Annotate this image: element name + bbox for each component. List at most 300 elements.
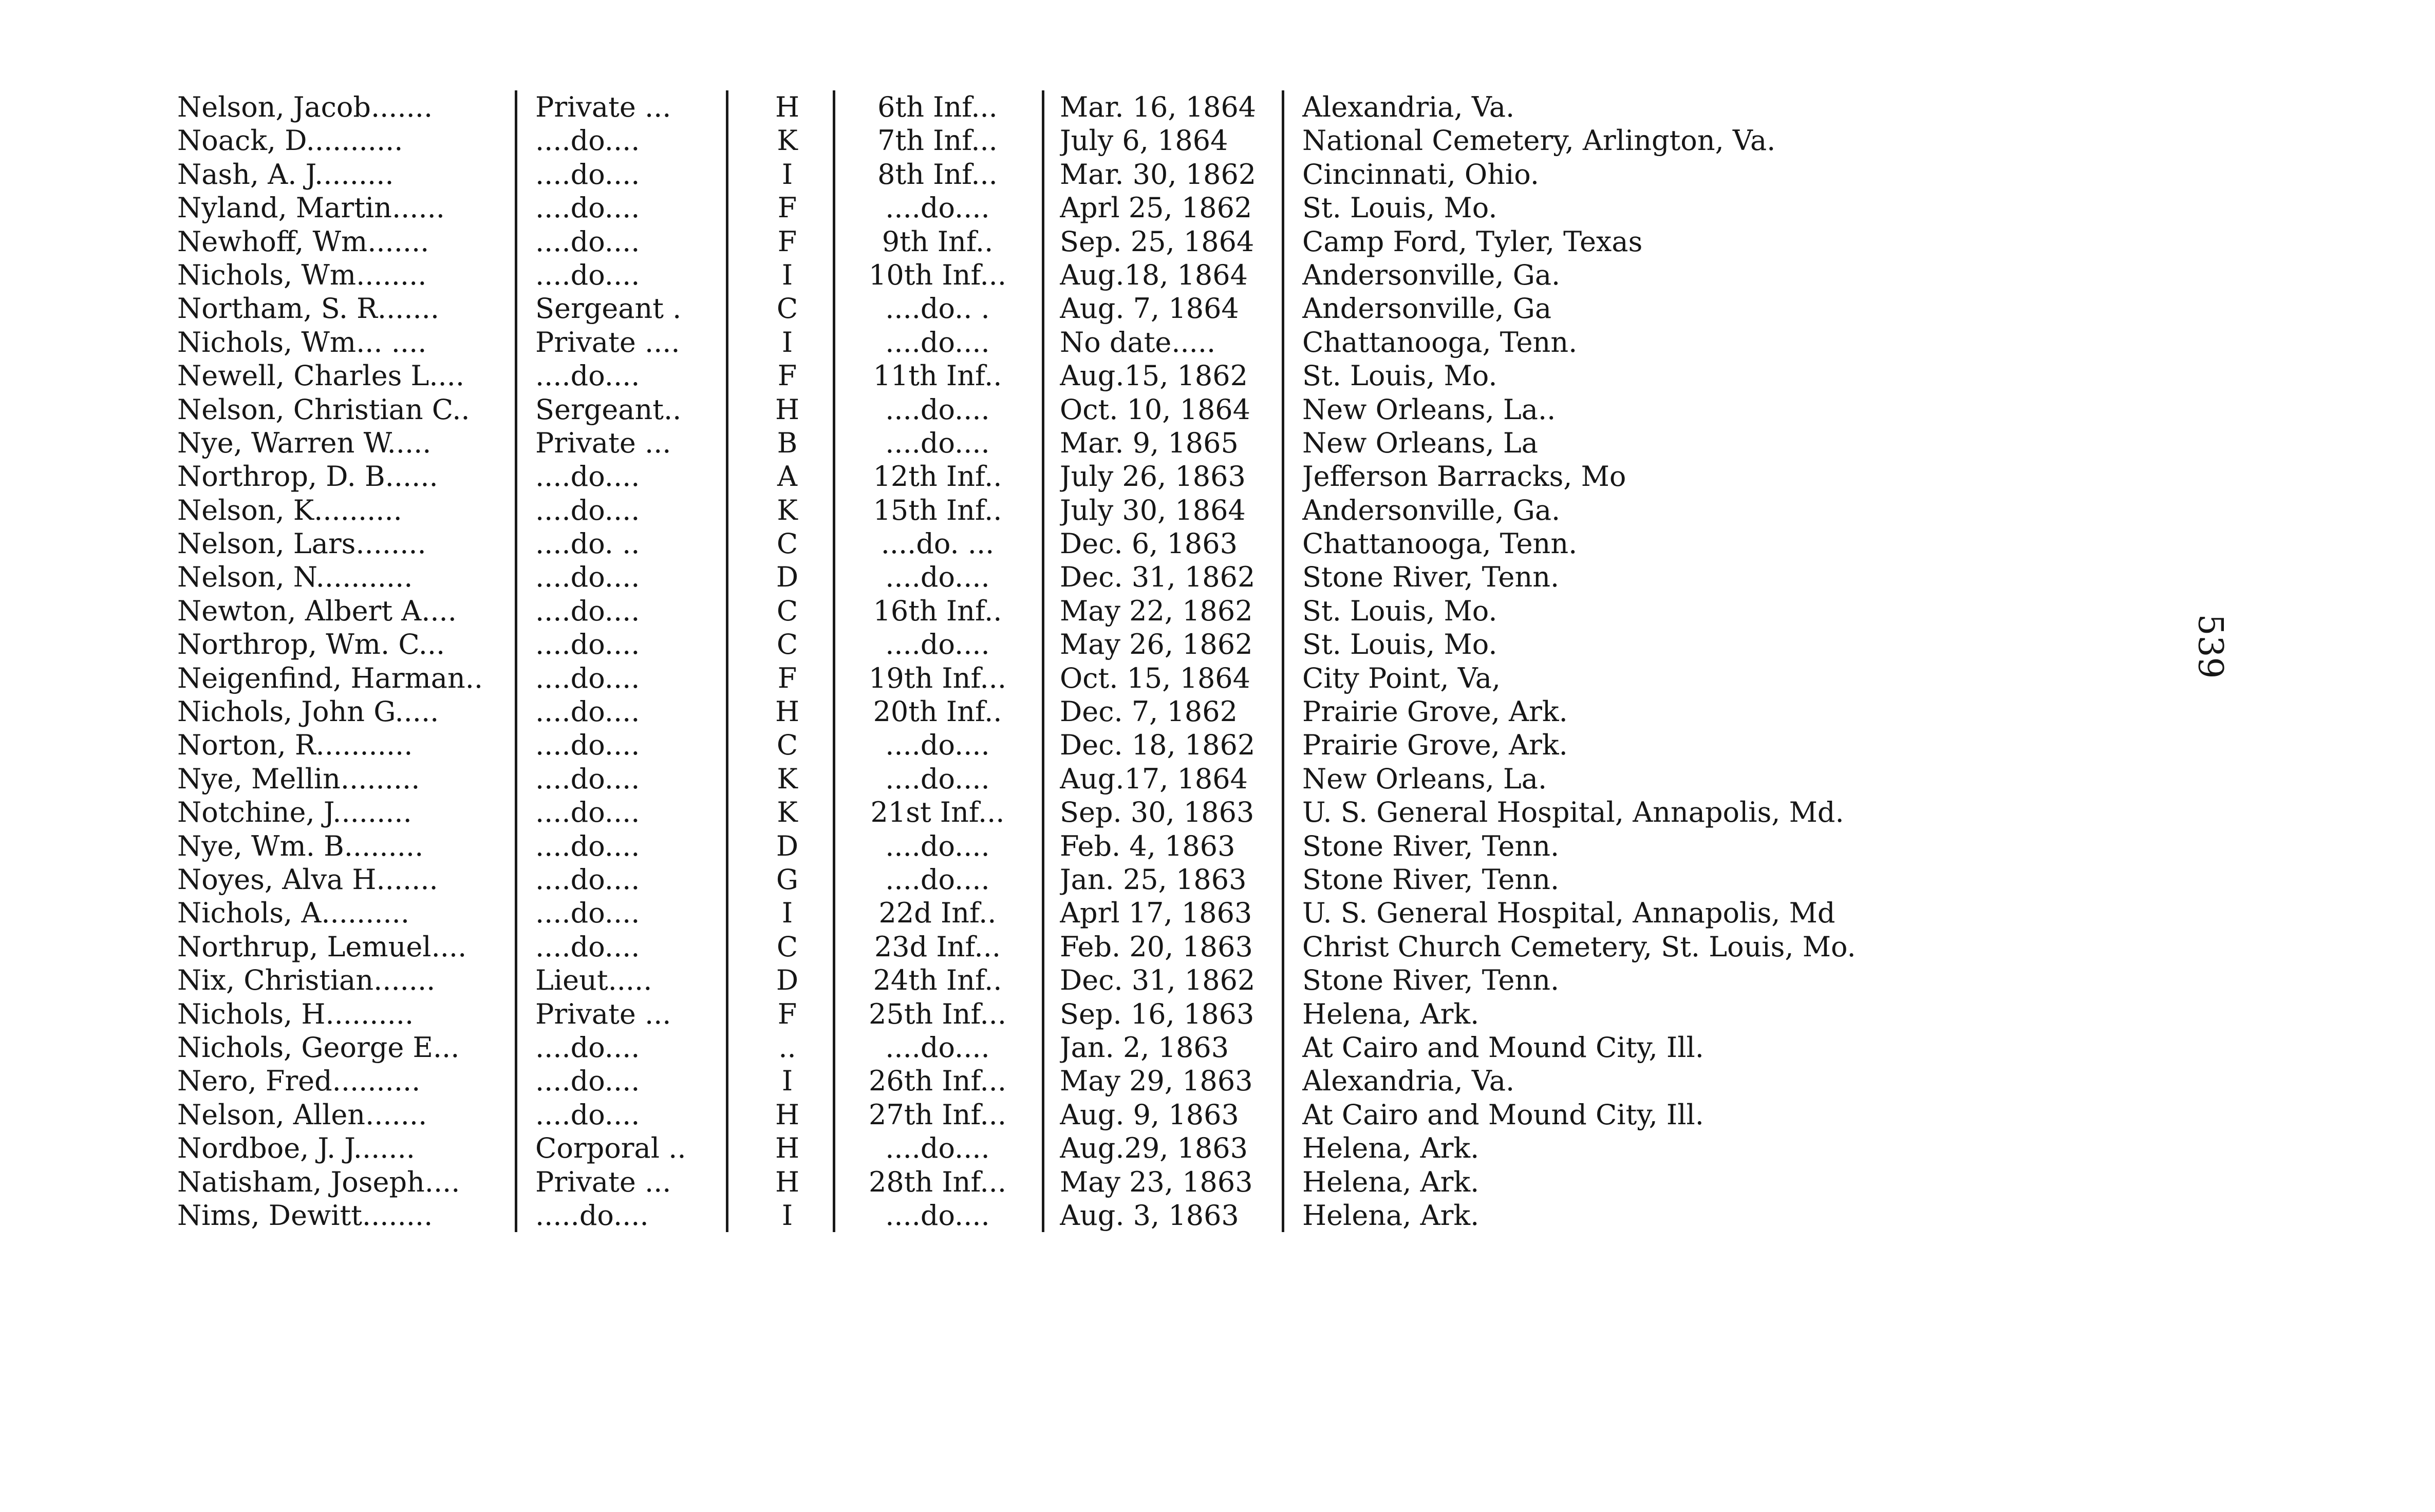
column-rule: [1042, 359, 1044, 392]
death-date: Sep. 30, 1863: [1060, 796, 1254, 829]
soldier-name: Nichols, George E...: [177, 1031, 460, 1064]
column-rule: [1042, 1098, 1044, 1131]
company: F: [777, 662, 797, 694]
place-of-death: Andersonville, Ga.: [1302, 494, 1561, 526]
place-of-death: St. Louis, Mo.: [1302, 628, 1497, 661]
roster-row: [177, 158, 1924, 191]
soldier-name: Neigenfind, Harman..: [177, 662, 483, 694]
column-rule: [833, 359, 835, 392]
rank: ....do....: [535, 628, 640, 661]
soldier-name: Nelson, Jacob.......: [177, 91, 433, 123]
rank: ....do....: [535, 863, 640, 896]
soldier-name: Nye, Warren W.....: [177, 426, 432, 459]
column-rule: [833, 997, 835, 1031]
column-rule: [1042, 1199, 1044, 1232]
column-rule: [833, 225, 835, 258]
rank: Sergeant..: [535, 393, 682, 426]
column-rule: [833, 1098, 835, 1131]
company: C: [776, 628, 798, 661]
place-of-death: Alexandria, Va.: [1302, 1065, 1515, 1098]
company: I: [781, 326, 793, 358]
company: H: [775, 91, 800, 123]
column-rule: [833, 1165, 835, 1199]
place-of-death: National Cemetery, Arlington, Va.: [1302, 124, 1776, 157]
column-rule: [515, 1165, 517, 1199]
column-rule: [1042, 158, 1044, 191]
company: K: [777, 124, 798, 157]
column-rule: [1042, 124, 1044, 157]
column-rule: [833, 662, 835, 695]
regiment: 22d Inf..: [878, 897, 997, 930]
death-date: Aug.17, 1864: [1060, 762, 1248, 795]
company: H: [775, 1098, 800, 1131]
death-date: Jan. 2, 1863: [1060, 1031, 1229, 1064]
column-rule: [833, 191, 835, 224]
rank: ....do....: [535, 695, 640, 728]
place-of-death: Cincinnati, Ohio.: [1302, 158, 1539, 191]
regiment: 7th Inf...: [877, 124, 998, 157]
regiment: 11th Inf..: [873, 360, 1002, 392]
regiment: ....do....: [885, 192, 990, 224]
regiment: ....do.. .: [885, 292, 990, 325]
death-date: May 22, 1862: [1060, 594, 1253, 627]
soldier-name: Nichols, H..........: [177, 997, 414, 1030]
soldier-name: Newell, Charles L....: [177, 360, 464, 392]
soldier-name: Nix, Christian.......: [177, 964, 436, 997]
place-of-death: Camp Ford, Tyler, Texas: [1302, 225, 1643, 258]
soldier-name: Nichols, Wm........: [177, 258, 427, 291]
roster-row: [177, 1031, 1924, 1064]
column-rule: [515, 829, 517, 863]
column-rule: [1042, 393, 1044, 426]
roster-row: [177, 326, 1924, 359]
column-rule: [1042, 628, 1044, 661]
death-date: Dec. 31, 1862: [1060, 964, 1256, 997]
column-rule: [1042, 863, 1044, 896]
roster-table: [177, 90, 1924, 1232]
column-rule: [515, 158, 517, 191]
column-rule: [1042, 762, 1044, 796]
roster-row: [177, 1131, 1924, 1165]
place-of-death: Helena, Ark.: [1302, 1165, 1479, 1198]
regiment: 10th Inf...: [868, 258, 1007, 291]
column-rule: [833, 863, 835, 896]
column-rule: [515, 225, 517, 258]
regiment: ....do....: [885, 762, 990, 795]
column-rule: [1042, 796, 1044, 829]
column-rule: [833, 158, 835, 191]
rank: ....do....: [535, 360, 640, 392]
rank: ....do....: [535, 192, 640, 224]
death-date: May 29, 1863: [1060, 1065, 1253, 1098]
soldier-name: Nelson, K..........: [177, 494, 402, 526]
regiment: 28th Inf...: [868, 1165, 1007, 1198]
soldier-name: Nims, Dewitt........: [177, 1199, 433, 1232]
column-rule: [1042, 662, 1044, 695]
column-rule: [833, 762, 835, 796]
soldier-name: Natisham, Joseph....: [177, 1165, 460, 1198]
death-date: July 26, 1863: [1060, 460, 1246, 493]
place-of-death: Prairie Grove, Ark.: [1302, 729, 1568, 762]
roster-row: [177, 359, 1924, 392]
column-rule: [1042, 1131, 1044, 1165]
column-rule: [1042, 896, 1044, 930]
column-rule: [515, 930, 517, 963]
soldier-name: Nichols, Wm... ....: [177, 326, 427, 358]
column-rule: [1042, 930, 1044, 963]
roster-row: [177, 963, 1924, 997]
soldier-name: Newton, Albert A....: [177, 594, 457, 627]
rank: ....do....: [535, 561, 640, 594]
column-rule: [833, 1031, 835, 1064]
rank: ....do....: [535, 1031, 640, 1064]
rank: Private ...: [535, 426, 671, 459]
rank: ....do....: [535, 829, 640, 862]
column-rule: [515, 896, 517, 930]
column-rule: [515, 292, 517, 325]
company: C: [776, 594, 798, 627]
column-rule: [1042, 460, 1044, 493]
regiment: 15th Inf..: [873, 494, 1002, 526]
column-rule: [515, 527, 517, 560]
soldier-name: Nash, A. J.........: [177, 158, 394, 191]
rank: ....do....: [535, 158, 640, 191]
company: C: [776, 527, 798, 560]
death-date: Aug. 3, 1863: [1060, 1199, 1239, 1232]
column-rule: [1042, 326, 1044, 359]
place-of-death: New Orleans, La..: [1302, 393, 1556, 426]
company: F: [777, 225, 797, 258]
regiment: ....do....: [885, 1031, 990, 1064]
place-of-death: St. Louis, Mo.: [1302, 594, 1497, 627]
company: F: [777, 360, 797, 392]
column-rule: [515, 594, 517, 628]
place-of-death: Helena, Ark.: [1302, 1199, 1479, 1232]
rank: ....do....: [535, 494, 640, 526]
roster-row: [177, 292, 1924, 325]
place-of-death: City Point, Va,: [1302, 662, 1501, 694]
company: I: [781, 1199, 793, 1232]
company: I: [781, 1065, 793, 1098]
column-rule: [515, 863, 517, 896]
column-rule: [515, 191, 517, 224]
column-rule: [515, 728, 517, 762]
death-date: Aprl 17, 1863: [1060, 897, 1252, 930]
death-date: Jan. 25, 1863: [1060, 863, 1247, 896]
soldier-name: Notchine, J.........: [177, 796, 412, 829]
column-rule: [515, 997, 517, 1031]
column-rule: [833, 628, 835, 661]
soldier-name: Northam, S. R.......: [177, 292, 439, 325]
roster-row: [177, 191, 1924, 224]
column-rule: [833, 829, 835, 863]
roster-row: [177, 796, 1924, 829]
company: I: [781, 897, 793, 930]
regiment: ....do....: [885, 863, 990, 896]
soldier-name: Northrop, Wm. C...: [177, 628, 445, 661]
roster-row: [177, 527, 1924, 560]
rank: Corporal ..: [535, 1132, 686, 1165]
death-date: Aug. 9, 1863: [1060, 1098, 1239, 1131]
soldier-name: Northrop, D. B......: [177, 460, 438, 493]
column-rule: [515, 963, 517, 997]
death-date: Feb. 4, 1863: [1060, 829, 1235, 862]
regiment: 23d Inf...: [874, 930, 1001, 963]
rank: Private ...: [535, 997, 671, 1030]
soldier-name: Noyes, Alva H.......: [177, 863, 438, 896]
column-rule: [833, 124, 835, 157]
roster-row: [177, 560, 1924, 594]
company: I: [781, 158, 793, 191]
company: ..: [778, 1031, 796, 1064]
column-rule: [515, 426, 517, 460]
rank: ....do....: [535, 594, 640, 627]
column-rule: [1042, 728, 1044, 762]
company: H: [775, 1132, 800, 1165]
column-rule: [1042, 258, 1044, 292]
regiment: 16th Inf..: [873, 594, 1002, 627]
column-rule: [515, 560, 517, 594]
company: D: [776, 829, 799, 862]
place-of-death: Chattanooga, Tenn.: [1302, 527, 1578, 560]
company: A: [777, 460, 797, 493]
column-rule: [1042, 292, 1044, 325]
column-rule: [833, 1199, 835, 1232]
soldier-name: Nichols, A..........: [177, 897, 410, 930]
column-rule: [515, 393, 517, 426]
company: C: [776, 729, 798, 762]
death-date: Mar. 16, 1864: [1060, 91, 1257, 123]
soldier-name: Nelson, Lars........: [177, 527, 426, 560]
rank: ....do....: [535, 1065, 640, 1098]
soldier-name: Nyland, Martin......: [177, 192, 445, 224]
company: F: [777, 192, 797, 224]
roster-row: [177, 930, 1924, 963]
rank: ....do....: [535, 258, 640, 291]
death-date: Mar. 9, 1865: [1060, 426, 1239, 459]
column-rule: [515, 762, 517, 796]
company: K: [777, 494, 798, 526]
column-rule: [833, 326, 835, 359]
place-of-death: Chattanooga, Tenn.: [1302, 326, 1578, 358]
rank: ....do....: [535, 930, 640, 963]
regiment: ....do....: [885, 1199, 990, 1232]
regiment: ....do....: [885, 1132, 990, 1165]
column-rule: [515, 695, 517, 728]
death-date: Sep. 16, 1863: [1060, 997, 1254, 1030]
death-date: Aug.15, 1862: [1060, 360, 1248, 392]
place-of-death: U. S. General Hospital, Annapolis, Md: [1302, 897, 1835, 930]
roster-row: [177, 1064, 1924, 1098]
death-date: No date.....: [1060, 326, 1216, 358]
column-rule: [1042, 997, 1044, 1031]
death-date: May 26, 1862: [1060, 628, 1253, 661]
column-rule: [833, 560, 835, 594]
column-rule: [833, 728, 835, 762]
soldier-name: Northrup, Lemuel....: [177, 930, 467, 963]
rank: ....do....: [535, 662, 640, 694]
company: K: [777, 796, 798, 829]
place-of-death: Christ Church Cemetery, St. Louis, Mo.: [1302, 930, 1856, 963]
soldier-name: Nelson, Christian C..: [177, 393, 470, 426]
rank: ....do....: [535, 729, 640, 762]
death-date: May 23, 1863: [1060, 1165, 1253, 1198]
roster-row: [177, 460, 1924, 493]
column-rule: [833, 1064, 835, 1098]
rank: ....do....: [535, 897, 640, 930]
column-rule: [515, 796, 517, 829]
soldier-name: Nelson, Allen.......: [177, 1098, 427, 1131]
place-of-death: New Orleans, La: [1302, 426, 1538, 459]
regiment: 25th Inf...: [868, 997, 1007, 1030]
rank: ....do. ..: [535, 527, 640, 560]
column-rule: [1042, 494, 1044, 527]
regiment: ....do....: [885, 729, 990, 762]
roster-row: [177, 628, 1924, 661]
place-of-death: U. S. General Hospital, Annapolis, Md.: [1302, 796, 1844, 829]
rank: Lieut.....: [535, 964, 652, 997]
column-rule: [515, 628, 517, 661]
column-rule: [833, 1131, 835, 1165]
place-of-death: New Orleans, La.: [1302, 762, 1547, 795]
column-rule: [833, 494, 835, 527]
column-rule: [833, 393, 835, 426]
death-date: Mar. 30, 1862: [1060, 158, 1257, 191]
roster-row: [177, 90, 1924, 124]
soldier-name: Nye, Wm. B.........: [177, 829, 424, 862]
column-rule: [1042, 1165, 1044, 1199]
roster-row: [177, 695, 1924, 728]
column-rule: [833, 258, 835, 292]
regiment: 20th Inf..: [873, 695, 1002, 728]
column-rule: [515, 359, 517, 392]
regiment: ....do....: [885, 829, 990, 862]
company: H: [775, 1165, 800, 1198]
column-rule: [1042, 1064, 1044, 1098]
roster-row: [177, 258, 1924, 292]
place-of-death: Jefferson Barracks, Mo: [1302, 460, 1626, 493]
roster-row: [177, 594, 1924, 628]
place-of-death: At Cairo and Mound City, Ill.: [1302, 1098, 1704, 1131]
column-rule: [833, 963, 835, 997]
column-rule: [515, 494, 517, 527]
death-date: Dec. 31, 1862: [1060, 561, 1256, 594]
soldier-name: Nero, Fred..........: [177, 1065, 421, 1098]
roster-row: [177, 393, 1924, 426]
rank: ....do....: [535, 1098, 640, 1131]
column-rule: [833, 426, 835, 460]
company: D: [776, 964, 799, 997]
column-rule: [1042, 963, 1044, 997]
roster-row: [177, 896, 1924, 930]
soldier-name: Norton, R...........: [177, 729, 413, 762]
rank: ....do....: [535, 124, 640, 157]
company: F: [777, 997, 797, 1030]
company: H: [775, 393, 800, 426]
regiment: 8th Inf...: [877, 158, 998, 191]
column-rule: [515, 258, 517, 292]
regiment: ....do. ...: [881, 527, 995, 560]
column-rule: [833, 896, 835, 930]
regiment: ....do....: [885, 561, 990, 594]
regiment: 24th Inf..: [873, 964, 1002, 997]
column-rule: [1042, 829, 1044, 863]
place-of-death: Andersonville, Ga: [1302, 292, 1552, 325]
death-date: Dec. 7, 1862: [1060, 695, 1238, 728]
place-of-death: Alexandria, Va.: [1302, 91, 1515, 123]
place-of-death: St. Louis, Mo.: [1302, 192, 1497, 224]
place-of-death: Stone River, Tenn.: [1302, 829, 1560, 862]
roster-row: [177, 1199, 1924, 1232]
soldier-name: Nye, Mellin.........: [177, 762, 420, 795]
death-date: Dec. 18, 1862: [1060, 729, 1256, 762]
column-rule: [1042, 426, 1044, 460]
roster-row: [177, 426, 1924, 460]
regiment: 21st Inf...: [870, 796, 1005, 829]
death-date: Aug.18, 1864: [1060, 258, 1248, 291]
rank: ....do....: [535, 796, 640, 829]
place-of-death: Stone River, Tenn.: [1302, 964, 1560, 997]
column-rule: [833, 594, 835, 628]
rank: ....do....: [535, 460, 640, 493]
column-rule: [515, 1064, 517, 1098]
column-rule: [833, 90, 835, 124]
column-rule: [515, 1098, 517, 1131]
rank: Private ...: [535, 1165, 671, 1198]
column-rule: [515, 662, 517, 695]
roster-row: [177, 494, 1924, 527]
roster-row: [177, 829, 1924, 863]
column-rule: [833, 796, 835, 829]
column-rule: [1042, 225, 1044, 258]
company: G: [776, 863, 799, 896]
company: K: [777, 762, 798, 795]
roster-row: [177, 762, 1924, 796]
place-of-death: St. Louis, Mo.: [1302, 360, 1497, 392]
column-rule: [1042, 1031, 1044, 1064]
rank: ....do....: [535, 762, 640, 795]
roster-row: [177, 863, 1924, 896]
roster-row: [177, 1098, 1924, 1131]
column-rule: [1042, 527, 1044, 560]
column-rule: [515, 124, 517, 157]
death-date: July 30, 1864: [1060, 494, 1246, 526]
company: B: [777, 426, 798, 459]
rank: .....do....: [535, 1199, 649, 1232]
regiment: ....do....: [885, 426, 990, 459]
soldier-name: Newhoff, Wm.......: [177, 225, 429, 258]
column-rule: [1042, 594, 1044, 628]
rank: Sergeant .: [535, 292, 682, 325]
roster-row: [177, 124, 1924, 157]
column-rule: [1042, 191, 1044, 224]
column-rule: [515, 90, 517, 124]
company: I: [781, 258, 793, 291]
death-date: Aug.29, 1863: [1060, 1132, 1248, 1165]
column-rule: [833, 930, 835, 963]
soldier-name: Nichols, John G.....: [177, 695, 439, 728]
regiment: 27th Inf...: [868, 1098, 1007, 1131]
roster-row: [177, 728, 1924, 762]
regiment: ....do....: [885, 393, 990, 426]
regiment: 9th Inf..: [882, 225, 994, 258]
column-rule: [1042, 90, 1044, 124]
column-rule: [515, 326, 517, 359]
place-of-death: Stone River, Tenn.: [1302, 863, 1560, 896]
place-of-death: Andersonville, Ga.: [1302, 258, 1561, 291]
roster-row: [177, 997, 1924, 1031]
column-rule: [833, 527, 835, 560]
